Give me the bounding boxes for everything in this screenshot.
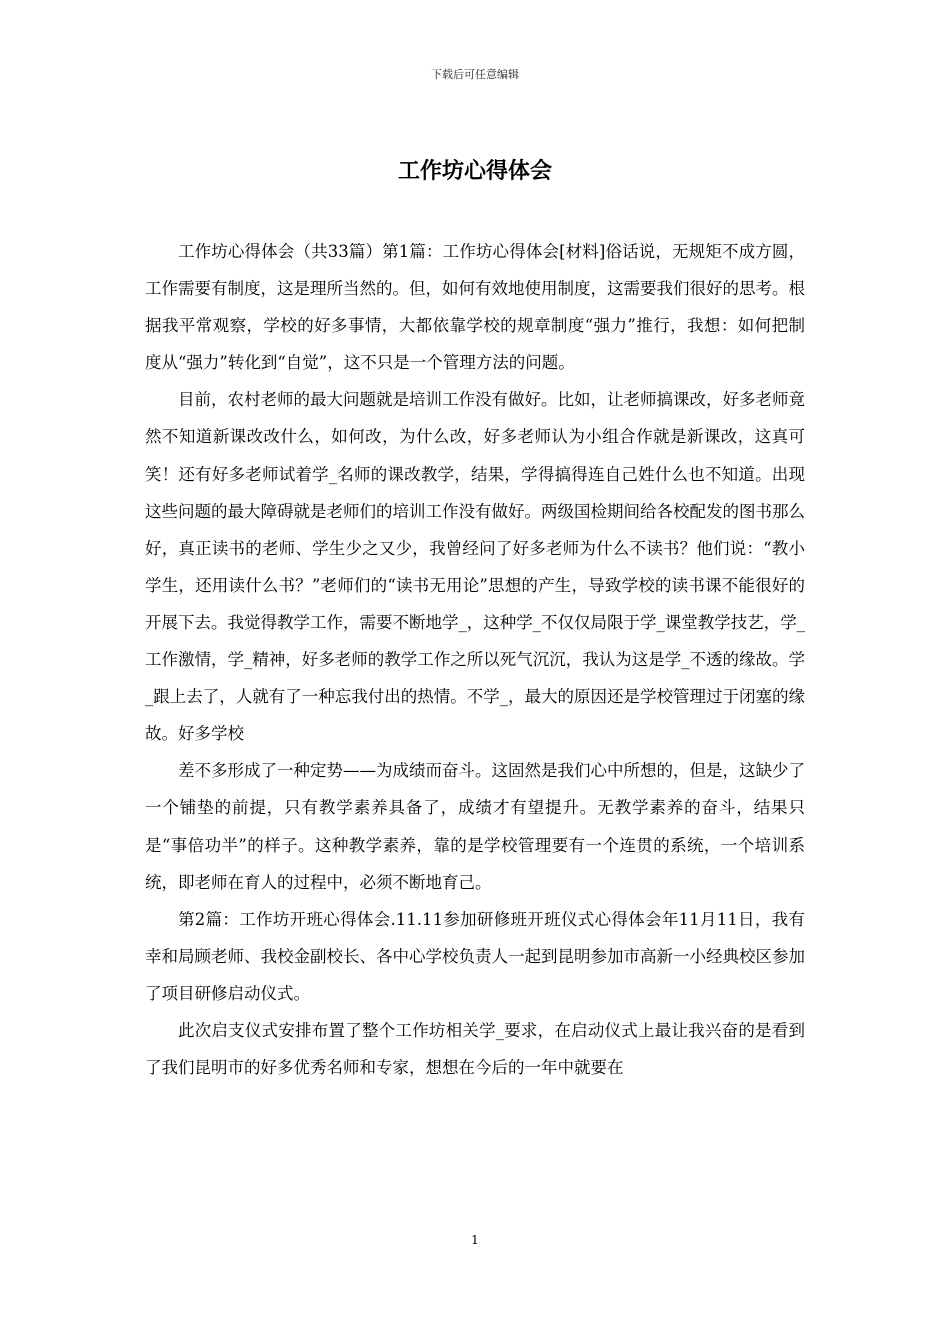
document-body (145, 233, 805, 1086)
paragraph-3: 差不多形成了一种定势——为成绩而奋斗。这固然是我们心中所想的，但是，这缺少了一个铺垫的前提，只有教学素养具备了，成绩才有望提升。无教学素养的奋斗，结果只是“事倍功半”的样子。这种教学素养，靠的是学校管理要有一个连贯的系统，一个培训系统，即老师在育人的过程中，必须不断地育己。 (145, 761, 805, 892)
document-title: 工作坊心得体会 (397, 158, 552, 184)
paragraph-1: 工作坊心得体会（共33篇）第1篇：工作坊心得体会[材料]俗话说，无规矩不成方圆，工作需要有制度，这是理所当然的。但，如何有效地使用制度，这需要我们很好的思考。根据我平常观察，学校的好多事情，大都依靠学校的规章制度“强力”推行，我想：如何把制度从“强力”转化到“自觉”，这不只是一个管理方法的问题。 (145, 242, 805, 373)
paragraph-2: 目前，农村老师的最大问题就是培训工作没有做好。比如，让老师搞课改，好多老师竟然不知道新课改改什么，如何改，为什么改，好多老师认为小组合作就是新课改，这真可笑！还有好多老师试着学_名师的课改教学，结果，学得搞得连自己姓什么也不知道。出现这些问题的最大障碍就是老师们的培训工作没有做好。两级国检期间给各校配发的图书那么好，真正读书的老师、学生少之又少，我曾经问了好多老师为什么不读书？他们说：“教小学生，还用读什么书？”老师们的“读书无用论”思想的产生，导致学校的读书课不能很好的开展下去。我觉得教学工作，需要不断地学_，这种学_不仅仅局限于学_课堂教学技艺，学_工作激情，学_精神，好多老师的教学工作之所以死气沉沉，我认为这是学_不透的缘故。学_跟上去了，人就有了一种忘我付出的热情。不学_，最大的原因还是学校管理过于闭塞的缘故。好多学校 (145, 390, 805, 744)
page-number: 1 (471, 1233, 479, 1247)
paragraph-4: 第2篇：工作坊开班心得体会.11.11参加研修班开班仪式心得体会年11月11日，我有幸和局顾老师、我校金副校长、各中心学校负责人一起到昆明参加市高新一小经典校区参加了项目研修启动仪式。 (145, 909, 805, 1003)
paragraph-5: 此次启支仪式安排布置了整个工作坊相关学_要求，在启动仪式上最让我兴奋的是看到了我们昆明市的好多优秀名师和专家，想想在今后的一年中就要在 (145, 1020, 805, 1078)
header-note: 下载后可任意编辑 (431, 68, 519, 81)
